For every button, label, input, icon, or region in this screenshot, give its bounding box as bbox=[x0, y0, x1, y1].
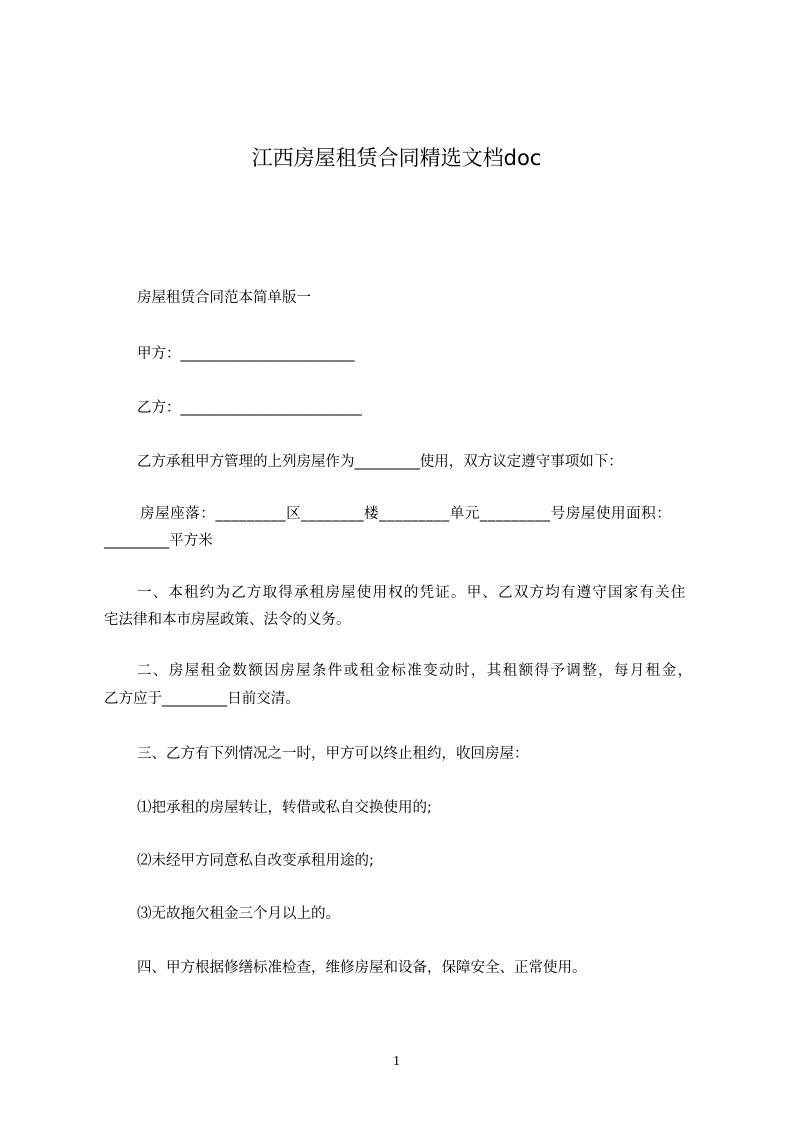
paragraph: 一、本租约为乙方取得承租房屋使用权的凭证。甲、乙双方均有遵守国家有关住 bbox=[137, 585, 687, 601]
paragraph: 四、甲方根据修缮标准检查，维修房屋和设备，保障安全、正常使用。 bbox=[137, 960, 587, 976]
paragraph: 房屋座落：_________区________楼_________单元_________号房屋使用面积： bbox=[140, 506, 672, 522]
paragraph: 三、乙方有下列情况之一时，甲方可以终止租约，收回房屋： bbox=[137, 746, 529, 762]
paragraph: ⑶无故拖欠租金三个月以上的。 bbox=[137, 906, 340, 922]
paragraph: 乙方：_________________________ bbox=[137, 400, 362, 416]
paragraph: ⑴把承租的房屋转让，转借或私自交换使用的; bbox=[137, 800, 432, 816]
paragraph: ⑵未经甲方同意私自改变承租用途的; bbox=[137, 853, 374, 869]
paragraph: 房屋租赁合同范本简单版一 bbox=[137, 290, 311, 306]
document-title: 江西房屋租赁合同精选文档doc bbox=[251, 146, 542, 170]
paragraph: 二、房屋租金数额因房屋条件或租金标准变动时，其租额得予调整，每月租金， bbox=[137, 663, 694, 679]
paragraph: 乙方应于_________日前交清。 bbox=[104, 691, 300, 707]
page-number: 1 bbox=[393, 1054, 400, 1069]
paragraph: 宅法律和本市房屋政策、法令的义务。 bbox=[104, 612, 351, 628]
paragraph: 甲方：________________________ bbox=[137, 346, 355, 362]
paragraph: 乙方承租甲方管理的上列房屋作为_________使用，双方议定遵守事项如下： bbox=[137, 454, 623, 470]
paragraph: _________平方米 bbox=[104, 533, 213, 549]
